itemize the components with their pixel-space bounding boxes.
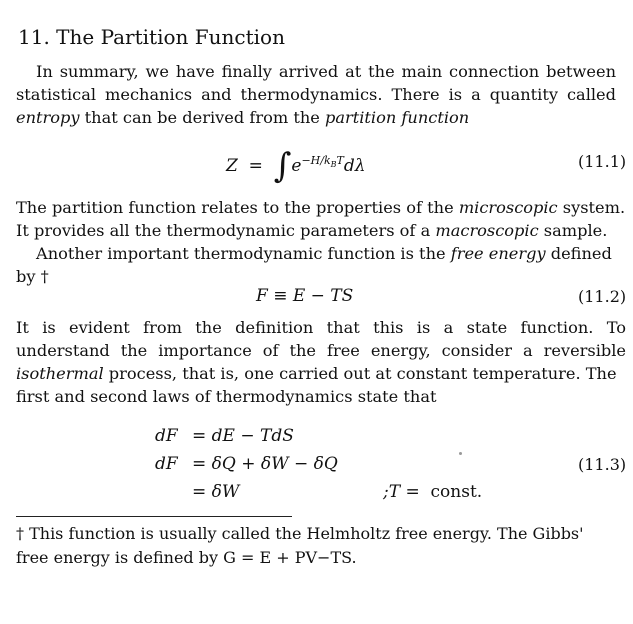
term-macroscopic: macroscopic bbox=[435, 221, 539, 240]
eq-lhs: Z bbox=[226, 156, 238, 176]
equation-number: (11.3) bbox=[578, 455, 627, 474]
eq3-row2-rhs: = δQ + δW − δQ bbox=[192, 454, 338, 474]
text-line: In summary, we have finally arrived at the main connection between bbox=[36, 62, 616, 81]
eq3-row2-lhs: dF bbox=[155, 454, 178, 474]
text-fragment: The partition function relates to the properties of the bbox=[16, 198, 459, 217]
equation-11-1 bbox=[226, 140, 366, 186]
footnote-line: free energy is defined by G = E + PV−TS. bbox=[16, 548, 357, 567]
text-line bbox=[16, 242, 626, 265]
eq3-row3-rhs: = δW bbox=[192, 482, 240, 502]
eq-exponent-sub: B bbox=[330, 160, 337, 170]
eq-base: e bbox=[291, 156, 302, 176]
term-isothermal: isothermal bbox=[16, 364, 104, 383]
text-line: It is evident from the definition that this is a state function. To bbox=[16, 318, 626, 337]
text-fragment: sample. bbox=[538, 221, 608, 240]
text-fragment: process, that is, one carried out at constant temperature. The bbox=[103, 364, 617, 383]
paragraph-intro bbox=[16, 60, 616, 129]
eq3-row1-lhs: dF bbox=[155, 426, 178, 446]
eq3-row1-rhs: = dE − TdS bbox=[192, 426, 294, 446]
text-line: statistical mechanics and thermodynamics. There is a quantity called bbox=[16, 85, 616, 104]
text-fragment: It provides all the thermodynamic parameters of a bbox=[16, 221, 436, 240]
eq-exponent: −H/k bbox=[301, 154, 331, 168]
text-fragment: defined bbox=[545, 244, 612, 263]
text-line bbox=[16, 362, 626, 385]
integral-sign: ∫ bbox=[273, 146, 292, 186]
text-fragment: Another important thermodynamic function is the bbox=[36, 244, 451, 263]
text-line: first and second laws of thermodynamics state that bbox=[16, 387, 437, 406]
text-line: understand the importance of the free energy, consider a reversible bbox=[16, 341, 626, 360]
paragraph-partition bbox=[16, 196, 626, 288]
eq-tail: dλ bbox=[343, 156, 366, 176]
text-line bbox=[16, 219, 626, 242]
paragraph-state-function bbox=[16, 316, 626, 408]
text-fragment: that can be derived from the bbox=[79, 108, 325, 127]
term-partition-function: partition function bbox=[324, 108, 470, 127]
eq3-condition-text: const. bbox=[430, 482, 483, 502]
eq3-condition bbox=[383, 482, 482, 502]
footnote-line: † This function is usually called the Helmholtz free energy. The Gibbs' bbox=[16, 524, 584, 543]
equation-number: (11.2) bbox=[578, 287, 627, 306]
term-microscopic: microscopic bbox=[458, 198, 558, 217]
eq-exponent-tail: T bbox=[336, 154, 344, 168]
footnote-rule bbox=[16, 516, 292, 517]
text-line bbox=[16, 106, 616, 129]
equation-number: (11.1) bbox=[578, 152, 627, 171]
equation-11-2: F ≡ E − TS bbox=[256, 286, 354, 306]
footnote bbox=[16, 522, 628, 570]
eq-equals: = bbox=[248, 156, 263, 176]
term-free-energy: free energy bbox=[450, 244, 546, 263]
eq3-condition-symbol: ;T = bbox=[383, 482, 420, 502]
text-fragment: system. bbox=[557, 198, 626, 217]
text-line: by † bbox=[16, 267, 49, 286]
text-line bbox=[16, 196, 626, 219]
term-entropy: entropy bbox=[16, 108, 80, 127]
speck bbox=[459, 452, 462, 455]
section-title: 11. The Partition Function bbox=[18, 25, 285, 49]
